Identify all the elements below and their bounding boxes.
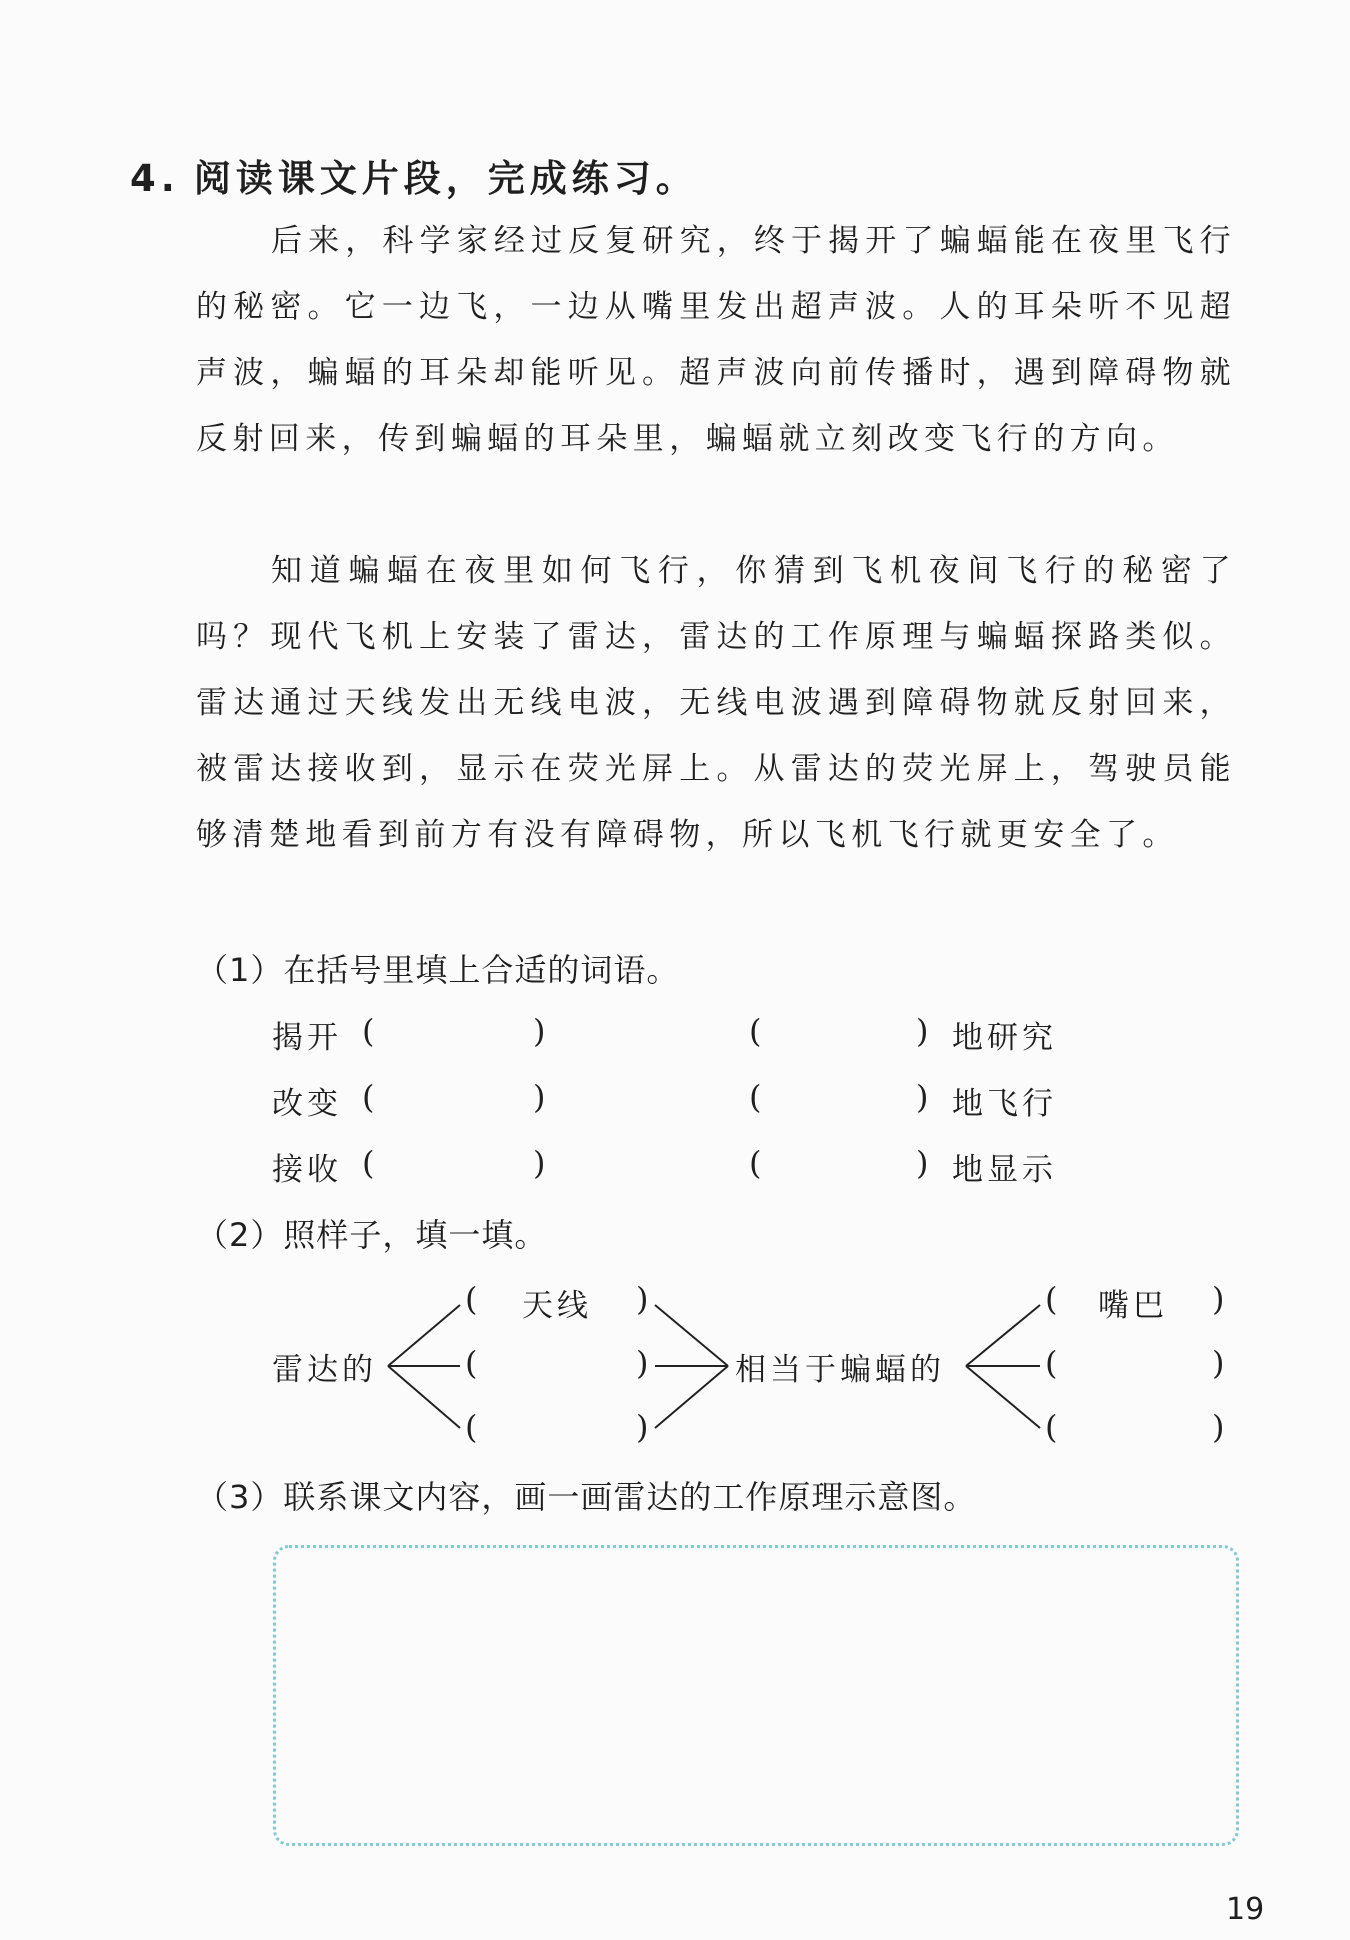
paren-open: ( <box>362 1144 375 1182</box>
part1-row-3-right-word: 地显示 <box>952 1152 1057 1188</box>
question-instruction: 阅读课文片段，完成练习。 <box>193 156 698 200</box>
part1-row-3-left-word: 接收 <box>272 1152 342 1188</box>
paren-close: ) <box>1212 1408 1225 1446</box>
paren-close: ) <box>533 1012 546 1050</box>
part2-label: （2）照样子，填一填。 <box>196 1216 548 1254</box>
right-fan-line-bottom <box>966 1366 1040 1428</box>
paren-close: ) <box>1212 1280 1225 1318</box>
passage-paragraph-2: 知道蝙蝠在夜里如何飞行，你猜到飞机夜间飞行的秘密了吗？现代飞机上安装了雷达，雷达的工作原理与蝙蝠探路类似。雷达通过天线发出无线电波，无线电波遇到障碍物就反射回来，被雷达接收到，显示在荧光屏上。从雷达的荧光屏上，驾驶员能够清楚地看到前方有没有障碍物，所以飞机飞行就更安全了。 <box>196 553 1236 853</box>
part1-label: （1）在括号里填上合适的词语。 <box>196 951 680 989</box>
paren-close: ) <box>916 1078 929 1116</box>
paren-open: ( <box>749 1144 762 1182</box>
converge-line-top <box>655 1305 728 1366</box>
part1-row-1-left-blank[interactable] <box>385 1012 535 1052</box>
part2-left-blank-2[interactable] <box>490 1344 640 1384</box>
paren-open: ( <box>362 1078 375 1116</box>
part1-row-2-right-blank[interactable] <box>770 1078 920 1118</box>
paren-close: ) <box>636 1280 649 1318</box>
paren-open: ( <box>1045 1344 1058 1382</box>
part2-right-example: 嘴巴 <box>1098 1288 1168 1324</box>
part2-middle-text: 相当于蝙蝠的 <box>735 1352 945 1388</box>
paren-open: ( <box>465 1280 478 1318</box>
paren-open: ( <box>1045 1408 1058 1446</box>
paren-open: ( <box>465 1408 478 1446</box>
part2-left-example: 天线 <box>522 1288 592 1324</box>
paren-close: ) <box>916 1012 929 1050</box>
paren-open: ( <box>749 1078 762 1116</box>
drawing-area[interactable] <box>273 1545 1239 1846</box>
part1-row-2-left-word: 改变 <box>272 1086 342 1122</box>
part1-row-2-left-blank[interactable] <box>385 1078 535 1118</box>
page-number: 19 <box>1226 1892 1265 1927</box>
paren-open: ( <box>1045 1280 1058 1318</box>
paren-close: ) <box>636 1408 649 1446</box>
left-fan-line-bottom <box>388 1366 460 1428</box>
left-fan-line-top <box>388 1305 460 1366</box>
paren-close: ) <box>916 1144 929 1182</box>
part2-left-head: 雷达的 <box>272 1352 377 1388</box>
part1-row-2-right-word: 地飞行 <box>952 1086 1057 1122</box>
part1-row-1-right-word: 地研究 <box>952 1020 1057 1056</box>
part3-label: （3）联系课文内容，画一画雷达的工作原理示意图。 <box>196 1478 977 1516</box>
passage-paragraph-1: 后来，科学家经过反复研究，终于揭开了蝙蝠能在夜里飞行的秘密。它一边飞，一边从嘴里发出超声波。人的耳朵听不见超声波，蝙蝠的耳朵却能听见。超声波向前传播时，遇到障碍物就反射回来，传到蝙蝠的耳朵里，蝙蝠就立刻改变飞行的方向。 <box>196 223 1236 457</box>
part1-row-1-left-word: 揭开 <box>272 1020 342 1056</box>
paren-close: ) <box>1212 1344 1225 1382</box>
question-number: 4. <box>130 157 180 200</box>
paren-close: ) <box>533 1078 546 1116</box>
paren-close: ) <box>533 1144 546 1182</box>
part1-row-1-right-blank[interactable] <box>770 1012 920 1052</box>
part1-row-3-right-blank[interactable] <box>770 1144 920 1184</box>
converge-line-bottom <box>655 1366 728 1428</box>
part2-right-blank-3[interactable] <box>1070 1408 1220 1448</box>
part2-left-blank-3[interactable] <box>490 1408 640 1448</box>
part2-right-blank-2[interactable] <box>1070 1344 1220 1384</box>
paren-open: ( <box>465 1344 478 1382</box>
part1-row-3-left-blank[interactable] <box>385 1144 535 1184</box>
question-title <box>130 148 698 202</box>
paren-close: ) <box>636 1344 649 1382</box>
right-fan-line-top <box>966 1305 1040 1366</box>
paren-open: ( <box>362 1012 375 1050</box>
paren-open: ( <box>749 1012 762 1050</box>
